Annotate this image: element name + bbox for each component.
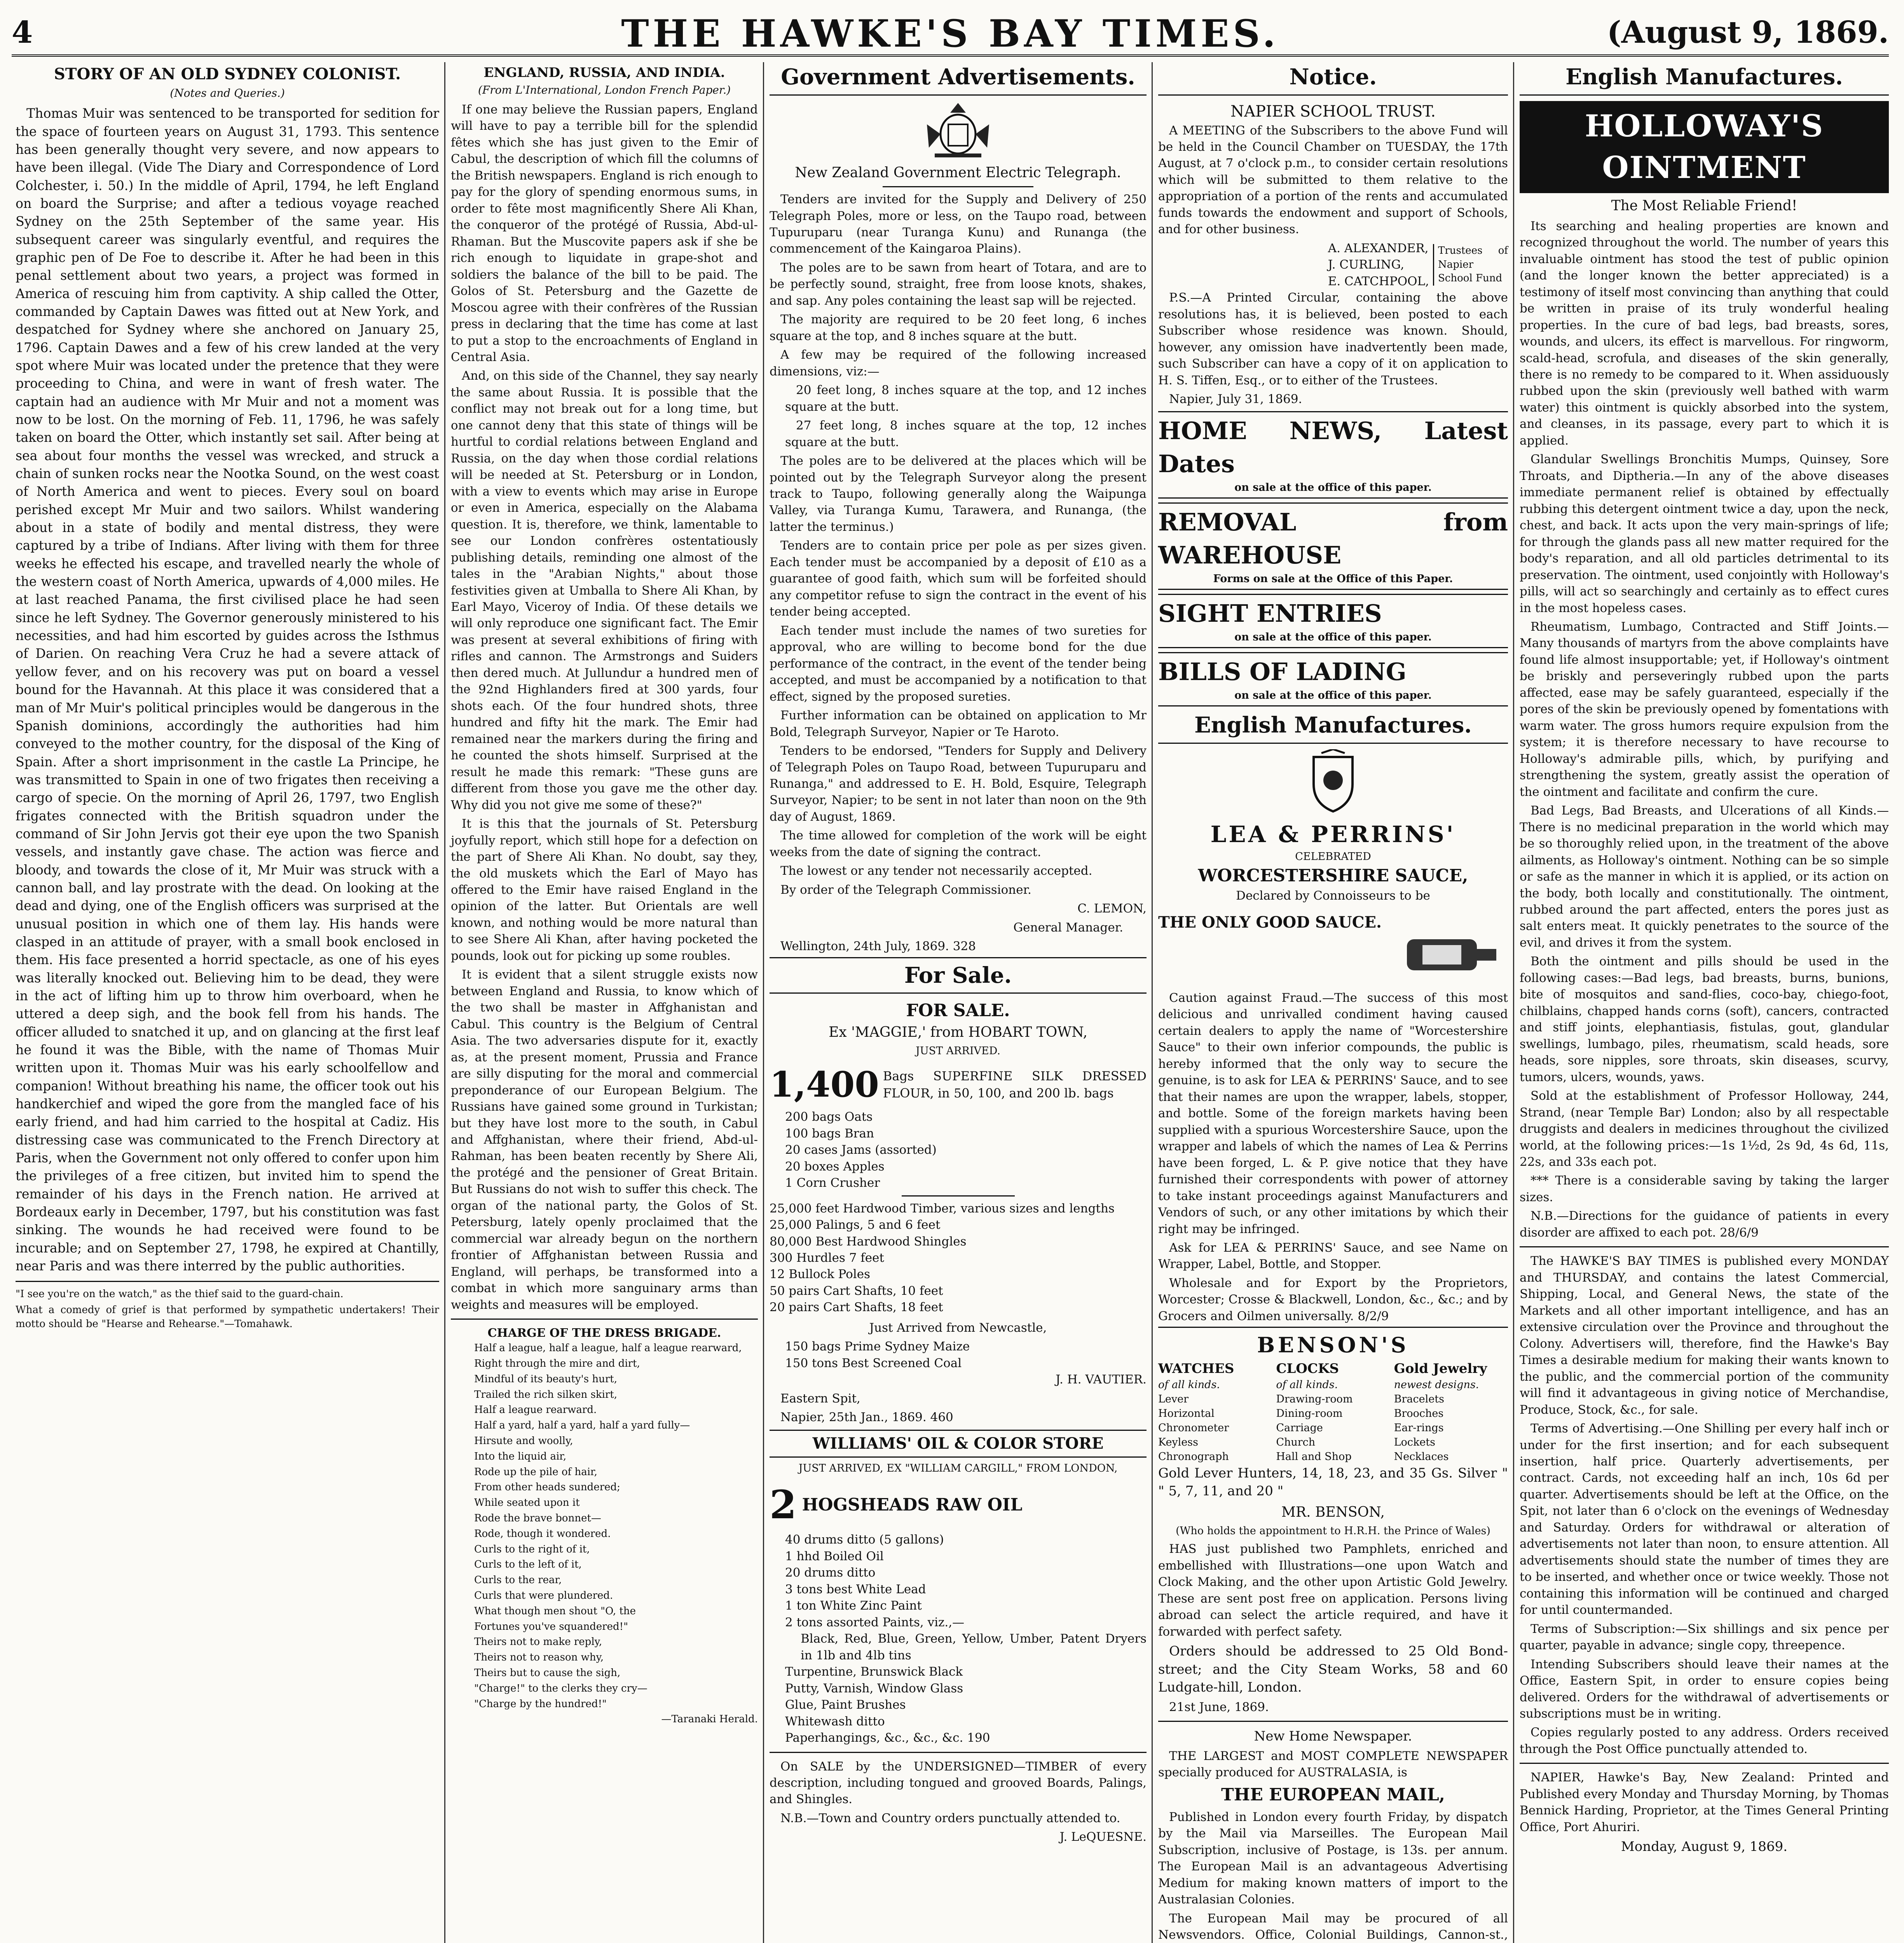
item-list [770, 1200, 1147, 1316]
poem-line: Theirs but to cause the sigh, [474, 1667, 621, 1679]
column-rule [1152, 62, 1153, 1943]
benson-columns [1158, 1360, 1508, 1464]
benson-prices: Gold Lever Hunters, 14, 18, 23, and 35 Gs. Silver " " 5, 7, 11, and 20 " [1158, 1465, 1508, 1499]
list-item: 25,000 feet Hardwood Timber, various sizes and lengths [770, 1201, 1115, 1216]
issue-date: (August 9, 1869. [1607, 15, 1889, 50]
trustees-label: Trustees of Napier School Fund [1433, 244, 1508, 286]
section-heading: Notice. [1158, 62, 1508, 96]
flour-line [770, 1061, 1147, 1109]
ad-paragraph: 27 feet long, 8 inches square at the top, 12 inches square at the butt. [785, 419, 1147, 449]
column-government-ads [766, 62, 1150, 1943]
oil-line [770, 1478, 1147, 1531]
list-item: 3 tons best White Lead [785, 1582, 926, 1596]
list-item: Lockets [1394, 1436, 1436, 1448]
list-item: Paperhangings, &c., &c., &c. 190 [785, 1731, 990, 1745]
notice-paragraph: A MEETING of the Subscribers to the above Fund will be held in the Council Chamber on TUESDAY, the 17th August, at 7 o'clock p.m., to consider certain resolutions which will be submitted to them relative to the appropriation of a portion of the rents and accumulated funds towards the endowment and support of Schools, and for other business. [1158, 123, 1508, 237]
mail-heading: New Home Newspaper. [1254, 1728, 1412, 1744]
article-paragraph: If one may believe the Russian papers, England will have to pay a terrible bill for the splendid fêtes which she has just given to the Emir of Cabul, the description of which fill the columns of the British newspapers. England is rich enough to pay for the glory of spending enormous sums, in order to fête most magnificently Shere Ali Khan, the conqueror of the protégé of Russia, Abd-ul-Rhaman. But the Muscovite papers ask if she be rich enough to liquidate in grape-shot and soldiers the balance of the bill to be paid. The Golos of St. Petersburg and the Gazette de Moscou agree with their confrères of the Russian press in declaring that the time has come at last to put a stop to the encroachments of England in Central Asia. [451, 102, 758, 364]
item-list [770, 1109, 1147, 1191]
ad-paragraph: Further information can be obtained on application to Mr Bold, Telegraph Surveyor, Napier or Te Haroto. [770, 708, 1147, 739]
trustees-names [1328, 240, 1429, 290]
list-item: Dining-room [1276, 1407, 1343, 1420]
poem-line: Curls to the rear, [474, 1574, 562, 1586]
benson-col-head: WATCHES [1158, 1361, 1234, 1377]
divider [451, 1319, 758, 1320]
holloway-paragraph: Sold at the establishment of Professor Holloway, 244, Strand, (near Temple Bar) London; also by all respectable druggists and dealers in medicines throughout the civilized world, at the following prices:—1s 1½d, 2s 9d, 4s 6d, 11s, 22s, and 33s each pot. [1520, 1089, 1889, 1169]
flour-quantity: 1,400 [770, 1064, 879, 1105]
list-item: 20 cases Jams (assorted) [785, 1143, 937, 1157]
ad-signature: C. LEMON, [1077, 902, 1147, 916]
form-ad-sub: on sale at the office of this paper. [1234, 689, 1432, 702]
benson-date: 21st June, 1869. [1169, 1700, 1269, 1714]
list-item: 100 bags Bran [785, 1126, 874, 1141]
ad-signature: J. LeQUESNE. [1059, 1830, 1147, 1844]
list-item: Black, Red, Blue, Green, Yellow, Umber, Patent Dryers in 1lb and 4lb tins [801, 1632, 1147, 1662]
ad-paragraph: 20 feet long, 8 inches square at the top, and 12 inches square at the butt. [785, 383, 1147, 414]
poem-line: Mindful of its beauty's hurt, [474, 1373, 617, 1385]
poem-line: Right through the mire and dirt, [474, 1358, 640, 1370]
ad-title: New Zealand Government Electric Telegraph. [795, 164, 1121, 181]
wholesale-paragraph: Wholesale and for Export by the Proprietors, Worcester; Crosse & Blackwell, London, &c., &c.; and by Grocers and Oilmen universally. 8/2/9 [1158, 1276, 1508, 1323]
form-ad [1158, 594, 1508, 648]
list-item: 40 drums ditto (5 gallons) [785, 1533, 944, 1547]
list-item: 150 tons Best Screened Coal [785, 1356, 962, 1370]
poem-line: Curls that were plundered. [474, 1590, 613, 1601]
item-list [770, 1338, 1147, 1371]
product-name: WORCESTERSHIRE SAUCE, [1198, 866, 1468, 886]
benson-mr: MR. BENSON, [1281, 1504, 1385, 1520]
trustee-name: A. ALEXANDER, [1328, 241, 1429, 255]
ad-paragraph: The poles are to be delivered at the places which will be pointed out by the Telegraph Surveyor along the present track to Taupo, following generally along the Waipunga Valley, via Turanga Kumu, Tarawera, and Runanga, (the latter the terminus.) [770, 454, 1147, 534]
list-item: 20 boxes Apples [785, 1159, 885, 1174]
caution-paragraph: Caution against Fraud.—The success of this most delicious and unrivalled condiment having caused certain dealers to apply the name of "Worcestershire Sauce" to their own inferior compounds, the public is hereby informed that the only way to secure the genuine, is to ask for LEA & PERRINS' Sauce, and to see that their names are upon the wrapper, labels, stopper, and bottle. Some of the foreign markets having been supplied with a spurious Worcestershire Sauce, upon the wrapper and labels of which the names of Lea & Perrins have been forged, L. & P. give notice that they have furnished their correspondents with power of attorney to take instant proceedings against Manufacturers and Vendors of such, or any other imitations by which their right may be infringed. [1158, 991, 1508, 1236]
form-ad [1158, 502, 1508, 590]
article-body: Thomas Muir was sentenced to be transported for sedition for the space of fourteen years on August 31, 1793. This sentence has been generally thought very severe, and now appears to have been illegal. (Vide The Diary and Correspondence of Lord Colchester, i. 50.) In the middle of April, 1794, he left England on board the Surprise; and after a tedious voyage reached Sydney on the 25th September of the same year. His subsequent career was singularly eventful, and requires the graphic pen of De Foe to describe it. After he had been in this penal settlement about two years, a project was formed in America of rescuing him from captivity. A ship called the Otter, commanded by Captain Dawes was fitted out at New York, and despatched for Sydney where she anchored on January 25, 1796. Captain Dawes and a few of his crew landed at the very spot where Muir was located under the pretence that they were proceeding to China, and were in want of fresh water. The captain had an audience with Mr Muir and not a moment was now to be lost. On the morning of Feb. 11, 1796, he was safely taken on board the Otter, which instantly set sail. After being at sea about four months the vessel was wrecked, and struck a chain of sunken rocks near the Nootka Sound, on the west coast of North America and went to pieces. Every soul on board perished except Mr Muir and two sailors. Whilst wandering about in a state of bodily and mental distress, they were captured by a tribe of Indians. After living with them for three weeks he effected his escape, and travelled nearly the whole of the western coast of North America, upwards of 4,000 miles. He at last reached Panama, the first civilised place he had seen since he left Sydney. The Governor generously ministered to his necessities, and had him escorted by guides across the Isthmus of Darien. On reaching Vera Cruz he had a severe attack of yellow fever, and on his recovery was put on board a vessel bound for the Havannah. At this place it was considered that a man of Mr Muir's political principles would be dangerous in the Spanish dominions, accordingly the authorities had him conveyed to the mother country, for the disposal of the King of Spain. After a short imprisonment in the castle La Principe, he was transmitted to Spain in one of two frigates then receiving a cargo of specie. On the morning of April 26, 1797, two English frigates connected with the British squadron under the command of Sir John Jervis got their eye upon the two Spanish vessels, and instantly gave chase. The action was fierce and bloody, and towards the close of it, Mr Muir was struck with a cannon ball, and lay prostrate with the dead. On looking at the dead and dying, one of the English officers was surprised at the unusual position in which one of them lay. His hands were clasped in an attitude of prayer, with a small book enclosed in them. His face presented a horrid spectacle, as one of his eyes was literally knocked out. Believing him to be dead, they were in the act of lifting him up to throw him overboard, when he uttered a deep sigh, and the book fell from his hands. The officer alluded to snatched it up, and on glancing at the first leaf he found it was the Bible, with the name of Thomas Muir written upon it. Thomas Muir was his early schoolfellow and companion! Without breathing his name, the officer took out his handkerchief and wiped the gore from the mangled face of his early friend, and had him carried to the hospital at Cadiz. His distressing case was communicated to the French Directory at Paris, when the Government not only offered to confer upon him the privileges of a free citizen, but invited him to spend the remainder of his days in the French nation. He arrived at Bordeaux early in December, 1797, but his constitution was fast sinking. The wounds he had received were found to be incurable; and on September 27, 1798, he expired at Chantilly, near Paris and was there interred by the public authorities. [16, 106, 439, 1274]
times-paragraph: Terms of Subscription:—Six shillings and six pence per quarter, payable in advance; single copy, threepence. [1520, 1622, 1889, 1653]
list-item: 25,000 Palings, 5 and 6 feet [770, 1218, 941, 1232]
times-paragraph: The HAWKE'S BAY TIMES is published every MONDAY and THURSDAY, and contains the latest Commercial, Shipping, Local, and General News, the state of the Markets and all other important intelligence, and has an extensive circulation over the Province and throughout the Colony. Advertisers will, therefore, find the Hawke's Bay Times a desirable medium for making their wants known to the public, and the commercial portion of the community will find it advantageous in giving notice of Merchandise, Produce, Stock, &c., for sale. [1520, 1254, 1889, 1417]
ad-line: JUST ARRIVED, EX "WILLIAM CARGILL," FROM LONDON, [798, 1462, 1118, 1475]
list-item: 1 ton White Zinc Paint [785, 1599, 922, 1613]
poem-line: What though men shout "O, the [474, 1605, 636, 1617]
ad-line: Just Arrived from Newcastle, [869, 1320, 1047, 1335]
list-item: 12 Bullock Poles [770, 1267, 870, 1282]
benson-column [1276, 1360, 1390, 1464]
benson-paragraph: HAS just published two Pamphlets, enriched and embellished with Illustrations—one upon Watch and Clock Making, and the other upon Artistic Gold Jewelry. These are sent post free on application. Persons living abroad can select the article required, and have it forwarded with perfect safety. [1158, 1542, 1508, 1639]
ad-paragraph: Tenders are invited for the Supply and Delivery of 250 Telegraph Poles, more or less, on the Taupo road, between Tupuruparu (near Turanga Kunu) and Runanga (the commencement of the Kaingaroa Plains). [770, 192, 1147, 256]
newspaper-title: THE HAWKE'S BAY TIMES. [621, 12, 1279, 56]
benson-appointment: (Who holds the appointment to H.R.H. the Prince of Wales) [1176, 1525, 1490, 1537]
form-ad-title: HOME NEWS, Latest Dates [1158, 417, 1508, 478]
list-item: Hall and Shop [1276, 1450, 1352, 1463]
list-item: Drawing-room [1276, 1393, 1353, 1405]
holloway-paragraph: Bad Legs, Bad Breasts, and Ulcerations of all Kinds.—There is no medicinal preparation in the world which may be so thoroughly relied upon, in the treatment of the above ailments, as Holloway's ointment. Nothing can be so simple or safe as the manner in which it is applied, or its action on the body, both locally and constitutionally. The ointment, rubbed around the part affected, enters the pores just as salt enters meat. It quickly penetrates to the source of the evil, and drives it from the system. [1520, 804, 1889, 950]
poem-line: Hirsute and woolly, [474, 1435, 573, 1447]
holloway-tagline: The Most Reliable Friend! [1611, 198, 1798, 214]
oil-quantity: 2 [770, 1482, 797, 1528]
poem-line: "Charge by the hundred!" [474, 1698, 607, 1710]
list-item: Bracelets [1394, 1393, 1444, 1405]
ad-paragraph: The lowest or any tender not necessarily accepted. [780, 864, 1092, 878]
form-ad-sub: Forms on sale at the Office of this Paper. [1213, 573, 1453, 585]
poem [451, 1342, 758, 1726]
list-item: Lever [1158, 1393, 1189, 1405]
ask-paragraph: Ask for LEA & PERRINS' Sauce, and see Name on Wrapper, Label, Bottle, and Stopper. [1158, 1240, 1508, 1271]
divider [770, 1752, 1147, 1753]
list-item: Necklaces [1394, 1450, 1449, 1463]
benson-col-sub: of all kinds. [1158, 1378, 1220, 1391]
product-declared: Declared by Connoisseurs to be [1236, 889, 1430, 903]
poem-line: Theirs not to reason why, [474, 1652, 604, 1664]
ad-paragraph: The time allowed for completion of the work will be eight weeks from the date of signing the contract. [770, 828, 1147, 859]
column-holloway [1516, 62, 1893, 1943]
column-story [12, 62, 443, 1943]
article-paragraph: It is this that the journals of St. Petersburg joyfully report, which still hope for a defection on the part of Shere Ali Khan. No doubt, say they, the old muskets which the Earl of Mayo has offered to the Emir have raised England in the opinion of the latter. But Orientals are well known, and nothing would be more natural than to see Shere Ali Khan, after having pocketed the pounds, look out for picking up some roubles. [451, 817, 758, 963]
ad-paragraph: Tenders to be endorsed, "Tenders for Supply and Delivery of Telegraph Poles on Taupo Road, between Tupuruparu and Runanga," and addressed to E. H. Bold, Esquire, Telegraph Surveyor, Napier; to be sent in not later than noon on the 9th day of August, 1869. [770, 744, 1147, 824]
holloway-paragraph: *** There is a considerable saving by taking the larger sizes. [1520, 1174, 1889, 1204]
holloway-paragraph: Glandular Swellings Bronchitis Mumps, Quinsey, Sore Throats, and Diptheria.—In any of the above diseases immediate permanent relief is obtained by effectually rubbing this detergent ointment twice a day, upon the neck, chest, and back. It acts upon the very main-springs of life; for through the glands pass all new matter required for the body's reparation, and all old particles detrimental to its preservation. The ointment, used conjointly with Holloway's pills, will act so searchingly and certainly as to effect cures in the most hopeless cases. [1520, 452, 1889, 615]
lea-perrins-crest-icon [1302, 749, 1364, 815]
list-item: 1 Corn Crusher [785, 1176, 880, 1190]
ad-paragraph: A few may be required of the following increased dimensions, viz:— [770, 348, 1147, 378]
times-paragraph: Intending Subscribers should leave their names at the Office, Eastern Spit, in order to ensure copies being delivered. Orders for the withdrawal of advertisements or subscriptions must be in writing. [1520, 1657, 1889, 1721]
ad-paragraph: By order of the Telegraph Commissioner. [780, 883, 1031, 897]
form-ad [1158, 652, 1508, 706]
ad-paragraph: On SALE by the UNDERSIGNED—TIMBER of every description, including tongued and grooved Boards, Palings, and Shingles. [770, 1759, 1147, 1807]
imprint: NAPIER, Hawke's Bay, New Zealand: Printed and Published every Monday and Thursday Morning, by Thomas Bennick Harding, Proprietor, at the Times General Printing Office, Port Ahuriri. [1520, 1770, 1889, 1834]
notice-dateline: Napier, July 31, 1869. [1169, 392, 1302, 406]
benson-col-head: CLOCKS [1276, 1361, 1339, 1377]
poem-line: Rode the brave bonnet— [474, 1512, 601, 1524]
item-list [770, 1531, 1147, 1746]
list-item: Horizontal [1158, 1407, 1215, 1420]
ad-signature: J. H. VAUTIER. [1055, 1373, 1147, 1387]
times-paragraph: Copies regularly posted to any address. Orders received through the Post Office punctually attended to. [1520, 1725, 1889, 1756]
poem-line: Rode up the pile of hair, [474, 1466, 597, 1478]
royal-crest-icon [919, 101, 997, 159]
article-source: (From L'International, London French Paper.) [478, 83, 731, 96]
list-item: 20 drums ditto [785, 1566, 876, 1580]
ad-line: JUST ARRIVED. [916, 1045, 1000, 1057]
list-item: 1 hhd Boiled Oil [785, 1549, 884, 1563]
ad-paragraph: The majority are required to be 20 feet long, 6 inches square at the top, and 8 inches square at the butt. [770, 312, 1147, 343]
poem-line: While seated upon it [474, 1497, 580, 1509]
list-item: 150 bags Prime Sydney Maize [785, 1340, 970, 1354]
article-title: STORY OF AN OLD SYDNEY COLONIST. [54, 65, 401, 83]
list-item: 20 pairs Cart Shafts, 18 feet [770, 1300, 943, 1315]
benson-col-sub: of all kinds. [1276, 1378, 1338, 1391]
poem-line: "Charge!" to the clerks they cry— [474, 1682, 647, 1694]
ad-address: Eastern Spit, [780, 1391, 860, 1406]
trustees-block [1158, 240, 1508, 290]
product-slogan: THE ONLY GOOD SAUCE. [1158, 913, 1382, 931]
ad-line: Ex 'MAGGIE,' from HOBART TOWN, [829, 1024, 1087, 1040]
form-ad-title: SIGHT ENTRIES [1158, 599, 1382, 628]
poem-line: Curls to the right of it, [474, 1543, 590, 1555]
list-item: Carriage [1276, 1421, 1323, 1434]
brand-celebrated: CELEBRATED [1295, 851, 1371, 863]
poem-line: Trailed the rich silken skirt, [474, 1388, 618, 1401]
sauce-bottle-icon [1391, 931, 1500, 978]
poem-line: Fortunes you've squandered!" [474, 1620, 628, 1633]
holloway-paragraph: Its searching and healing properties are known and recognized throughout the world. The number of years this invaluable ointment has stood the test of public opinion (and the longer known the better appreciated) is a testimony of itself most convincing than anything that could be written in praise of its truly wonderful healing properties. In the cure of bad legs, bad breasts, sores, wounds, and ulcers, its effect is marvellous. For ringworm, scald-head, scrofula, and diseases of the skin generally, there is no remedy to be compared to it. When assiduously rubbed upon the skin (previously well bathed with warm water) this ointment is quickly absorbed into the system, and cleanses, in its passage, every part to which it is applied. [1520, 219, 1889, 448]
list-item: Brooches [1394, 1407, 1444, 1420]
form-ad-sub: on sale at the office of this paper. [1234, 481, 1432, 494]
poem-line: Theirs not to make reply, [474, 1636, 602, 1648]
poem-line: Half a yard, half a yard, half a yard fully— [474, 1420, 690, 1432]
form-ad-sub: on sale at the office of this paper. [1234, 631, 1432, 644]
flour-description: Bags SUPERFINE SILK DRESSED FLOUR, in 50, 100, and 200 lb. bags [883, 1068, 1147, 1101]
article-paragraph: And, on this side of the Channel, they say nearly the same about Russia. It is possible that the conflict may not break out for a long time, but one cannot deny that this state of things will be hurtful to cordial relations between England and Russia, on the day when those cordial relations will be needed at St. Petersburg or in London, with a view to events which may arise in Europe or even in America, especially on the Alabama question. It is, therefore, we think, lamentable to see our London confrères ostentatiously publishing details, reminding one almost of the tales in the "Arabian Nights," about those festivities given at Umballa to Shere Ali Khan, by Earl Mayo, Viceroy of India. Of these details we will only reproduce one significant fact. The Emir was present at several exhibitions of firing with rifles and cannon. The Armstrongs and Suiders then dered much. At Jullundur a hundred men of the 92nd Highlanders fired at 300 yards, four shots each. Of the four hundred shots, three hundred and fifty hit the mark. The Emir had remained near the markers during the firing and he counted the shots himself. Surprised at the result he made this remark: "These guns are different from those you gave me the other day. Why did you not give me some of these?" [451, 369, 758, 812]
times-paragraph: Terms of Advertising.—One Shilling per every half inch or under for the first insertion; and for each subsequent insertion, half price. Quarterly advertisements, per contract. Cards, not exceeding half an inch, 10s 6d per quarter. Advertisements should be left at the Office, on the Spit, not later than 6 o'clock on the evenings of Wednesday and Saturday. Orders for withdrawal or alteration of advertisements not later than noon, to ensure attention. All advertisements should state the number of times they are to be inserted, and whether once or twice weekly. Those not containing this information will be continued and charged for until countermanded. [1520, 1421, 1889, 1617]
ad-dateline: Napier, 25th Jan., 1869. 460 [780, 1410, 953, 1425]
column-rule [763, 62, 764, 1943]
list-item: 80,000 Best Hardwood Shingles [770, 1234, 967, 1249]
imprint-date: Monday, August 9, 1869. [1621, 1839, 1788, 1855]
mail-paragraph: THE LARGEST and MOST COMPLETE NEWSPAPER specially produced for AUSTRALASIA, is [1158, 1749, 1508, 1780]
holloway-paragraph: Rheumatism, Lumbago, Contracted and Stiff Joints.—Many thousands of martyrs from the above complaints have found life almost insupportable; yet, if Holloway's ointment be briskly and perseveringly rubbed upon the parts affected, ease may be safely guaranteed, especially if the pores of the skin be previously opened by fomentations with warm water. The gross humors require expulsion from the system; it is therefore necessary to have recourse to Holloway's admirable pills, which, by purifying and strengthening the system, greatly assist the operation of the ointment and facilitate and confirm the cure. [1520, 620, 1889, 799]
list-item: 2 tons assorted Paints, viz.,— [785, 1615, 965, 1629]
column-rule [444, 62, 445, 1943]
holloway-banner: HOLLOWAY'S OINTMENT [1520, 101, 1889, 194]
list-item: 200 bags Oats [785, 1110, 873, 1124]
benson-col-head: Gold Jewelry [1394, 1361, 1487, 1377]
section-heading: Government Advertisements. [770, 62, 1147, 96]
divider [1158, 1721, 1508, 1722]
notice-paragraph: P.S.—A Printed Circular, containing the above resolutions has, it is believed, been posted to each Subscriber whose residence was known. Should, however, any omission have inadvertently been made, such Subscriber can have a copy of it on application to H. S. Tiffen, Esq., or to either of the Trustees. [1158, 291, 1508, 387]
ad-paragraph: Each tender must include the names of two sureties for approval, who are willing to become bond for the due performance of the contract, in the event of the tender being accepted, and must be accompanied by a notification to that effect, signed by the proposed sureties. [770, 623, 1147, 704]
benson-column [1158, 1360, 1272, 1464]
benson-col-sub: newest designs. [1394, 1378, 1479, 1391]
trustee-name: J. CURLING, [1328, 258, 1405, 272]
list-item: Whitewash ditto [785, 1714, 885, 1728]
benson-column [1394, 1360, 1508, 1464]
ad-paragraph: Tenders are to contain price per pole as per sizes given. Each tender must be accompanied by a deposit of £10 as a guarantee of good faith, which sum will be forfeited should any competitor refuse to sign the contract in the event of his tender being accepted. [770, 539, 1147, 619]
poem-source: —Taranaki Herald. [661, 1713, 758, 1725]
divider [16, 1281, 439, 1282]
list-item: Glue, Paint Brushes [785, 1698, 906, 1712]
list-item: Ear-rings [1394, 1421, 1444, 1434]
poem-title: CHARGE OF THE DRESS BRIGADE. [487, 1326, 721, 1340]
form-ad-title: BILLS OF LADING [1158, 658, 1407, 686]
ad-signature-title: General Manager. [1013, 920, 1123, 935]
product-row [1158, 904, 1508, 990]
holloway-paragraph: N.B.—Directions for the guidance of patients in every disorder are affixed to each pot. 28/6/9 [1520, 1209, 1889, 1240]
form-ad [1158, 411, 1508, 499]
mail-paragraph: Published in London every fourth Friday, by dispatch by the Mail via Marseilles. The European Mail Subscription, inclusive of Postage, is 13s. per annum. The European Mail is an advantageous Advertising Medium for making known matters of import to the Australasian Colonies. [1158, 1810, 1508, 1907]
ad-dateline: Wellington, 24th July, 1869. 328 [780, 939, 976, 954]
poem-line: Half a league rearward. [474, 1404, 597, 1416]
divider [883, 186, 1033, 187]
poem-line: Into the liquid air, [474, 1450, 567, 1462]
list-item: Keyless [1158, 1436, 1199, 1448]
list-item: Turpentine, Brunswick Black [785, 1665, 963, 1679]
list-item: Chronograph [1158, 1450, 1229, 1463]
poem-line: From other heads sundered; [474, 1481, 620, 1493]
list-item: Chronometer [1158, 1421, 1229, 1434]
ad-title: FOR SALE. [906, 1001, 1010, 1021]
page-number: 4 [12, 15, 33, 50]
list-item: 300 Hurdles 7 feet [770, 1251, 884, 1265]
trustee-name: E. CATCHPOOL, [1328, 274, 1429, 288]
ad-paragraph: N.B.—Town and Country orders punctually attended to. [780, 1811, 1120, 1825]
notice-title: NAPIER SCHOOL TRUST. [1230, 102, 1436, 120]
masthead [12, 8, 1889, 57]
article-paragraph: It is evident that a silent struggle exists now between England and Russia, to know which of the two shall be master in Affghanistan and Cabul. This country is the Belgium of Central Asia. The two adversaries dispute for it, exactly as, at the present moment, Prussia and France are silly disputing for the moral and commercial preponderance of our European Belgium. The Russians have gained some ground in Turkistan; but they have lost more to the south, in Cabul and Affghanistan, where their friend, Abd-ul-Rahman, has been beaten recently by Shere Ali, the protégé and the pensioner of Great Britain. But Russians do not wish to suffer this check. The organ of the national party, the Golos of St. Petersburg, lately openly proclaimed that the commercial war already begun on the northern frontier of Affghanistan between Russia and England, will perhaps, be transformed into a combat in which more sanguinary arms than weights and measures will be employed. [451, 968, 758, 1312]
poem-line: Rode, though it wondered. [474, 1528, 611, 1540]
column-notices [1154, 62, 1512, 1943]
brand-name: LEA & PERRINS' [1210, 821, 1456, 848]
section-heading: English Manufactures. [1520, 62, 1889, 96]
benson-title: BENSON'S [1158, 1327, 1508, 1360]
oil-title: HOGSHEADS RAW OIL [802, 1495, 1023, 1515]
poem-line: Half a league, half a league, half a league rearward, [474, 1342, 742, 1354]
ad-title: WILLIAMS' OIL & COLOR STORE [770, 1430, 1147, 1458]
section-heading: For Sale. [770, 957, 1147, 994]
list-item: Putty, Varnish, Window Glass [785, 1681, 963, 1695]
list-item: Church [1276, 1436, 1316, 1448]
list-item: 50 pairs Cart Shafts, 10 feet [770, 1284, 943, 1298]
article-title: ENGLAND, RUSSIA, AND INDIA. [483, 65, 725, 80]
divider [1520, 1763, 1889, 1764]
divider [902, 1195, 1015, 1196]
section-heading: English Manufactures. [1158, 710, 1508, 744]
footnote: What a comedy of grief is that performed by sympathetic undertakers! Their motto should be "Hearse and Rehearse."—Tomahawk. [16, 1304, 439, 1330]
poem-line: Curls to the left of it, [474, 1559, 582, 1571]
ad-paragraph: The poles are to be sawn from heart of Totara, and are to be perfectly sound, straight, free from loose knots, shakes, and sap. Any poles containing the least sap will be rejected. [770, 260, 1147, 308]
divider [1520, 1246, 1889, 1247]
column-england-russia [447, 62, 762, 1943]
footnote: "I see you're on the watch," as the thief said to the guard-chain. [16, 1288, 344, 1300]
benson-address: Orders should be addressed to 25 Old Bond-street; and the City Steam Works, 58 and 60 Ludgate-hill, London. [1158, 1643, 1508, 1695]
form-ad-title: REMOVAL from WAREHOUSE [1158, 508, 1508, 570]
mail-title: THE EUROPEAN MAIL, [1221, 1784, 1445, 1805]
article-source: (Notes and Queries.) [170, 86, 285, 99]
holloway-paragraph: Both the ointment and pills should be used in the following cases:—Bad legs, bad breasts, burns, bunions, bite of mosquitos and sand-flies, coco-bay, chiego-foot, chilblains, chapped hands corns (soft), cancers, contracted and stiff joints, elephantiasis, fistulas, gout, glandular swellings, lumbago, piles, rheumatism, scald heads, sore heads, sore nipples, sore throats, skin diseases, scurvy, tumors, ulcers, wounds, yaws. [1520, 954, 1889, 1084]
column-rule [1513, 62, 1514, 1943]
mail-paragraph: The European Mail may be procured of all Newsvendors. Office, Colonial Buildings, Cannon-st., [1158, 1911, 1508, 1942]
